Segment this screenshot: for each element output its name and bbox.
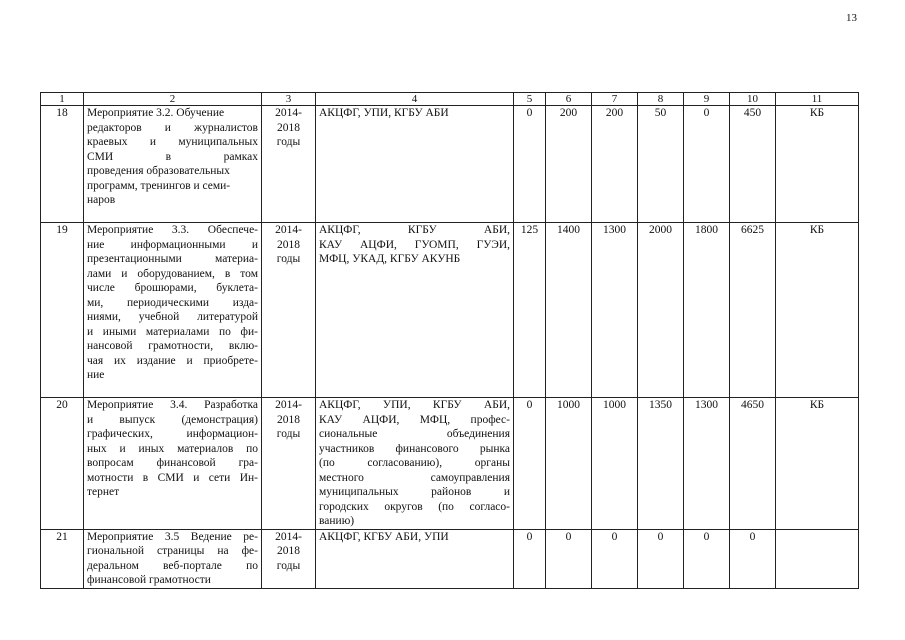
- term-line: годы: [276, 253, 301, 265]
- header-cell: 10: [730, 93, 776, 106]
- executors-line: АКЦФГ, КГБУ АБИ,: [319, 224, 510, 236]
- measure-name-line: редакторов и журналистов: [87, 121, 258, 134]
- executors: [316, 529, 514, 588]
- header-cell: 4: [316, 93, 514, 106]
- header-cell: 2: [84, 93, 262, 106]
- value-cell: 200: [546, 106, 592, 223]
- executors-line: местного самоуправления: [319, 471, 510, 484]
- measure-name-line: деральном веб-портале по: [87, 559, 258, 572]
- executors-line: (по согласованию), органы: [319, 457, 510, 469]
- value-cell: 4650: [730, 398, 776, 530]
- term: [262, 529, 316, 588]
- measure-name-line: СМИ в рамках: [87, 150, 258, 163]
- header-cell: 1: [41, 93, 84, 106]
- table-header-row: [41, 93, 859, 106]
- value-cell: 0: [514, 398, 546, 530]
- executors-line: участников финансового рынка: [319, 442, 510, 455]
- measures-table: [40, 92, 859, 589]
- term-line: 2018: [277, 121, 300, 134]
- header-cell: 3: [262, 93, 316, 106]
- executors: [316, 223, 514, 398]
- value-cell: 0: [592, 529, 638, 588]
- measure-name-line: числе брошюрами, буклета-: [87, 282, 258, 294]
- value-cell: 1000: [546, 398, 592, 530]
- value-cell: 0: [546, 529, 592, 588]
- funding-source: КБ: [776, 398, 859, 530]
- executors: [316, 106, 514, 223]
- executors-line: АКЦФГ, КГБУ АБИ, УПИ: [319, 530, 449, 543]
- measure-name-line: графических, информацион-: [87, 428, 258, 440]
- value-cell: 1350: [638, 398, 684, 530]
- term-line: 2014-: [275, 224, 302, 236]
- value-cell: 450: [730, 106, 776, 223]
- value-cell: 200: [592, 106, 638, 223]
- measure-name-line: мотности в СМИ и сети Ин-: [87, 471, 258, 484]
- term-line: 2018: [277, 413, 300, 426]
- executors-line: АКЦФГ, УПИ, КГБУ АБИ,: [319, 399, 510, 411]
- measure-name-line: краевых и муниципальных: [87, 136, 258, 148]
- term-line: 2014-: [275, 530, 302, 543]
- measure-name-line: программ, тренингов и семи-: [87, 179, 231, 192]
- executors-line: сиональные объединения: [319, 428, 510, 440]
- term-line: годы: [276, 428, 301, 440]
- measure-name-line: и иными материалами по фи-: [87, 325, 258, 338]
- measure-name-line: ми, периодическими изда-: [87, 296, 258, 309]
- measure-name-line: чая их издание и приобрете-: [87, 354, 258, 367]
- value-cell: 1000: [592, 398, 638, 530]
- funding-source: КБ: [776, 223, 859, 398]
- header-cell: 7: [592, 93, 638, 106]
- value-cell: 1300: [592, 223, 638, 398]
- term: [262, 398, 316, 530]
- value-cell: 0: [514, 106, 546, 223]
- executors: [316, 398, 514, 530]
- row-number: 21: [41, 529, 84, 588]
- funding-source: КБ: [776, 106, 859, 223]
- term-line: годы: [276, 559, 301, 572]
- measure-name-line: ниями, учебной литературой: [87, 311, 258, 323]
- measure-name-line: Мероприятие 3.2. Обучение: [87, 107, 225, 119]
- measure-name-line: гиональной страницы на фе-: [87, 545, 258, 557]
- term-line: 2018: [277, 238, 300, 251]
- measure-name-line: ных и иных материалов по: [87, 442, 258, 455]
- measure-name-line: лами и оборудованием, в том: [87, 267, 258, 280]
- header-cell: 5: [514, 93, 546, 106]
- term-line: годы: [276, 136, 301, 148]
- measure-name-line: Мероприятие 3.4. Разработка: [87, 399, 258, 411]
- value-cell: 0: [684, 106, 730, 223]
- term: [262, 106, 316, 223]
- row-number: 18: [41, 106, 84, 223]
- measure-name: [84, 529, 262, 588]
- measure-name-line: проведения образовательных: [87, 165, 230, 177]
- value-cell: 6625: [730, 223, 776, 398]
- executors-line: МФЦ, УКАД, КГБУ АКУНБ: [319, 253, 461, 265]
- value-cell: 0: [730, 529, 776, 588]
- value-cell: 1400: [546, 223, 592, 398]
- value-cell: 125: [514, 223, 546, 398]
- measure-name-line: тернет: [87, 486, 120, 498]
- term-line: 2018: [277, 545, 300, 557]
- measure-name-line: финансовой грамотности: [87, 574, 211, 586]
- value-cell: 0: [638, 529, 684, 588]
- header-cell: 6: [546, 93, 592, 106]
- funding-source: [776, 529, 859, 588]
- term-line: 2014-: [275, 399, 302, 411]
- measure-name: [84, 398, 262, 530]
- header-cell: 11: [776, 93, 859, 106]
- executors-line: городских округов (по согласо-: [319, 500, 510, 513]
- value-cell: 0: [684, 529, 730, 588]
- measure-name-line: ние: [87, 369, 105, 381]
- header-cell: 8: [638, 93, 684, 106]
- value-cell: 1800: [684, 223, 730, 398]
- measure-name-line: нансовой грамотности, вклю-: [87, 340, 258, 352]
- measure-name: [84, 223, 262, 398]
- executors-line: АКЦФГ, УПИ, КГБУ АБИ: [319, 107, 449, 119]
- term: [262, 223, 316, 398]
- page-number: 13: [846, 12, 857, 24]
- table-row: [41, 106, 859, 223]
- value-cell: 1300: [684, 398, 730, 530]
- header-cell: 9: [684, 93, 730, 106]
- table-row: [41, 223, 859, 398]
- value-cell: 50: [638, 106, 684, 223]
- measure-name-line: презентационными материа-: [87, 253, 258, 265]
- table-row: [41, 398, 859, 530]
- measure-name-line: наров: [87, 194, 116, 206]
- row-number: 20: [41, 398, 84, 530]
- value-cell: 0: [514, 529, 546, 588]
- measure-name-line: Мероприятие 3.3. Обеспече-: [87, 224, 258, 236]
- table-row: [41, 529, 859, 588]
- executors-line: муниципальных районов и: [319, 486, 510, 498]
- measure-name: [84, 106, 262, 223]
- row-number: 19: [41, 223, 84, 398]
- measure-name-line: вопросам финансовой гра-: [87, 457, 258, 469]
- executors-line: ванию): [319, 515, 355, 527]
- measure-name-line: и выпуск (демонстрация): [87, 413, 258, 426]
- measure-name-line: ние информационными и: [87, 238, 258, 251]
- value-cell: 2000: [638, 223, 684, 398]
- measure-name-line: Мероприятие 3.5 Ведение ре-: [87, 530, 258, 543]
- executors-line: КАУ АЦФИ, ГУОМП, ГУЭИ,: [319, 238, 510, 251]
- executors-line: КАУ АЦФИ, МФЦ, профес-: [319, 413, 510, 426]
- term-line: 2014-: [275, 107, 302, 119]
